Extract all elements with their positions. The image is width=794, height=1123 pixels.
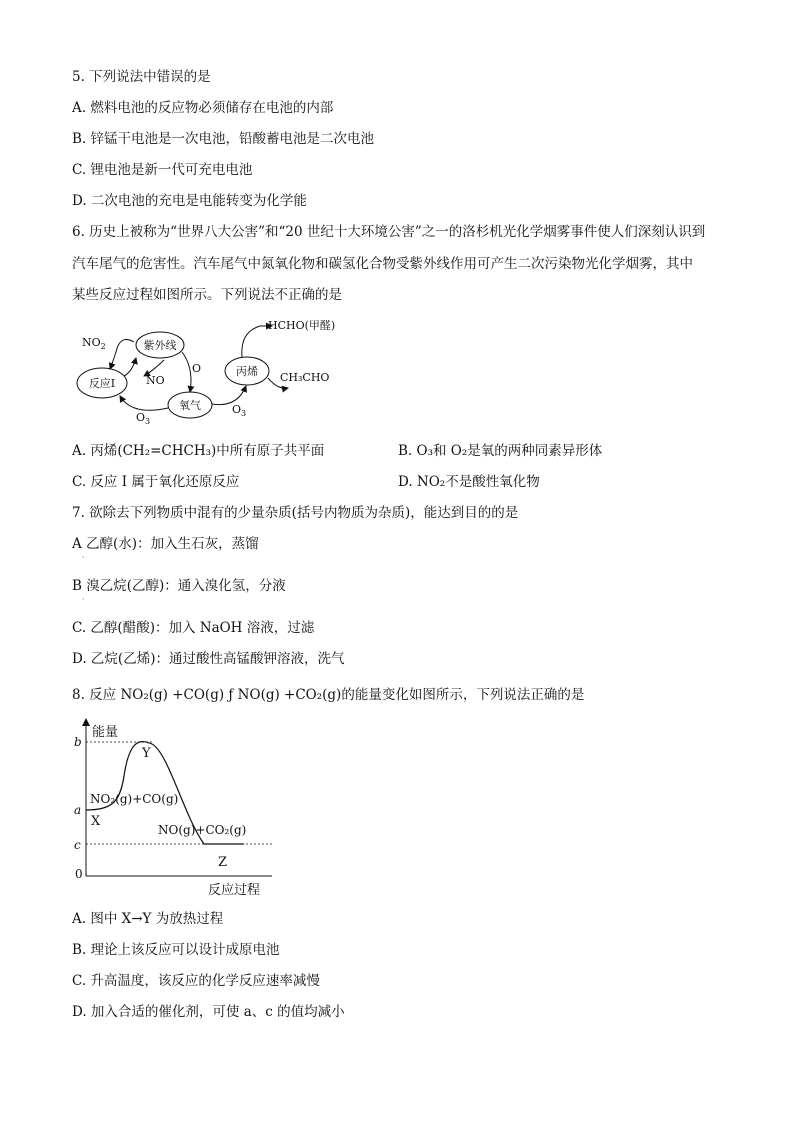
arrow-uv-to-oxygen: [182, 352, 191, 392]
label-y: Y: [142, 746, 151, 761]
tick-zero: 0: [75, 867, 83, 881]
q6-stem-line1: 6. 历史上被称为“世界八大公害”和“20 世纪十大环境公害”之一的洛杉机光化学烟雾事件使人们深刻认识到: [72, 224, 706, 240]
q8-option-b: B. 理论上该反应可以设计成原电池: [72, 942, 280, 958]
arrow-no2-to-reaction: [110, 340, 134, 369]
o-label: O: [192, 362, 202, 375]
o3-left-label: $O_3$: [136, 411, 151, 426]
hcho-label: HCHO(甲醛): [268, 319, 336, 332]
q8-option-d: D. 加入合适的催化剂，可使 a、c 的值均减小: [72, 1004, 345, 1020]
q6-stem-line3: 某些反应过程如图所示。下列说法不正确的是: [72, 287, 342, 303]
q6-option-d: D. NO₂不是酸性氧化物: [398, 474, 540, 490]
propene-label: 丙烯: [236, 365, 258, 378]
ch3cho-label: CH₃CHO: [280, 371, 330, 384]
q7-stem: 7. 欲除去下列物质中混有的少量杂质(括号内物质为杂质)，能达到目的的是: [72, 505, 519, 521]
y-axis-label: 能量: [92, 725, 119, 740]
q8-option-a: A. 图中 X→Y 为放热过程: [72, 911, 224, 927]
o3-right-label: $O_3$: [232, 403, 247, 418]
photochemical-smog-diagram: [72, 312, 372, 430]
q8-stem: 8. 反应 NO₂(g) +CO(g) ƒ NO(g) +CO₂(g)的能量变化如图所示，下列说法正确的是: [72, 687, 585, 703]
q7-option-c: C. 乙醇(醋酸)：加入 NaOH 溶液，过滤: [72, 620, 315, 636]
x-axis-label: 反应过程: [208, 883, 261, 898]
q7-option-d: D. 乙烷(乙烯)：通过酸性高锰酸钾溶液，洗气: [72, 651, 345, 667]
label-reactants: NO₂(g)+CO(g): [90, 792, 179, 806]
q5-option-d: D. 二次电池的充电是电能转变为化学能: [72, 193, 307, 209]
oxygen-label: 氧气: [179, 399, 201, 412]
q5-option-c: C. 锂电池是新一代可充电电池: [72, 162, 253, 178]
q5-option-b: B. 锌锰干电池是一次电池，铅酸蓄电池是二次电池: [72, 131, 375, 147]
q6-stem-line2: 汽车尾气的危害性。汽车尾气中氮氧化物和碳氢化合物受紫外线作用可产生二次污染物光化学烟雾，其中: [72, 256, 693, 272]
tick-c: c: [74, 838, 81, 852]
q8-option-c: C. 升高温度，该反应的化学反应速率减慢: [72, 973, 320, 989]
label-z: Z: [218, 855, 228, 870]
tick-b: b: [74, 735, 82, 749]
q6-option-a: A. 丙烯(CH₂=CHCH₃)中所有原子共平面: [72, 443, 325, 459]
q5-option-a: A. 燃料电池的反应物必须储存在电池的内部: [72, 100, 334, 116]
uv-label: 紫外线: [143, 339, 177, 352]
q6-option-c: C. 反应 I 属于氧化还原反应: [72, 474, 240, 490]
label-x: X: [91, 814, 101, 829]
option-dot-mark: ·: [82, 553, 85, 562]
q7-option-a: A 乙醇(水)：加入生石灰，蒸馏: [72, 536, 259, 552]
no2-label: $NO_2$: [82, 336, 106, 351]
reaction1-label: 反应I: [88, 377, 116, 390]
tick-a: a: [74, 803, 82, 817]
q5-stem: 5. 下列说法中错误的是: [72, 69, 211, 85]
label-products: NO(g)+CO₂(g): [158, 823, 247, 837]
arrow-o3-to-reaction: [120, 396, 168, 410]
arrow-o3-to-propene: [212, 386, 246, 405]
arrow-reaction-to-uv: [124, 358, 136, 376]
q6-option-b: B. O₃和 O₂是氧的两种同素异形体: [398, 443, 603, 459]
q7-option-b: B 溴乙烷(乙醇)：通入溴化氢，分液: [72, 578, 286, 594]
energy-diagram: [72, 716, 292, 900]
option-dot-mark: ·: [82, 595, 85, 604]
no-label: NO: [146, 374, 165, 387]
